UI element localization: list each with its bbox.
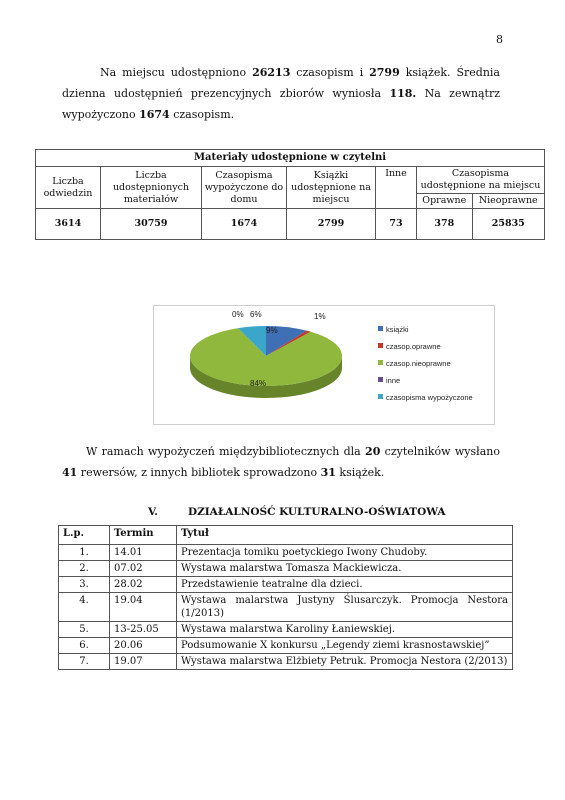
value-visitors: 3614: [36, 209, 101, 240]
header-bound: Oprawne: [417, 194, 473, 209]
reading-room-stats-table: [35, 149, 545, 240]
section-number: V.: [148, 506, 158, 518]
event-title-cell: Wystawa malarstwa Justyny Ślusarczyk. Promocja Nestora (1/2013): [177, 593, 513, 622]
legend-label-1: czasop.oprawne: [386, 342, 441, 351]
event-title-cell: Wystawa malarstwa Elżbiety Petruk. Promocja Nestora (2/2013): [177, 654, 513, 670]
table-row: [59, 654, 513, 670]
intro-text-5: czasopism.: [169, 108, 235, 121]
value-materials: 30759: [101, 209, 202, 240]
events-table: [58, 525, 513, 670]
event-lp-cell: 6.: [59, 638, 110, 654]
header-other: Inne: [376, 167, 417, 209]
header-periodicals: Czasopisma udostępnione na miejscu: [417, 167, 545, 194]
header-unbound: Nieoprawne: [472, 194, 544, 209]
value-unbound: 25835: [472, 209, 544, 240]
value-books: 2799: [287, 209, 376, 240]
pie-label-2: 84%: [250, 379, 267, 388]
event-title-cell: Wystawa malarstwa Tomasza Mackiewicza.: [177, 561, 513, 577]
legend-swatch-4: [378, 394, 383, 399]
section-heading: [148, 506, 446, 518]
interlibrary-text-4: książek.: [335, 466, 385, 479]
event-term-cell: 14.01: [110, 545, 177, 561]
event-lp-cell: 1.: [59, 545, 110, 561]
legend-swatch-0: [378, 326, 383, 331]
event-term-cell: 13-25.05: [110, 622, 177, 638]
intro-text-1: Na miejscu udostępniono: [100, 66, 253, 79]
table-row: [59, 593, 513, 622]
event-lp-cell: 3.: [59, 577, 110, 593]
interlibrary-requests: 41: [62, 466, 78, 479]
pie-label-4: 6%: [250, 310, 262, 319]
header-books: Książki udostępnione na miejscu: [287, 167, 376, 209]
interlibrary-text-2: czytelników wysłano: [380, 445, 500, 458]
intro-text-4: Na zewnątrz wypożyczono: [62, 87, 500, 121]
page-number: 8: [496, 33, 503, 46]
event-term-cell: 28.02: [110, 577, 177, 593]
intro-periodicals-count: 26213: [252, 66, 291, 79]
interlibrary-books: 31: [320, 466, 336, 479]
legend-label-2: czasop.nieoprawne: [386, 359, 451, 368]
table-row: [59, 561, 513, 577]
legend-label-3: inne: [386, 376, 401, 385]
legend-swatch-3: [378, 377, 383, 382]
interlibrary-readers: 20: [365, 445, 381, 458]
header-term: Termin: [110, 526, 177, 545]
value-other: 73: [376, 209, 417, 240]
pie-label-3: 0%: [232, 310, 244, 319]
event-title-cell: Przedstawienie teatralne dla dzieci.: [177, 577, 513, 593]
legend-swatch-1: [378, 343, 383, 348]
intro-daily-average: 118.: [389, 87, 417, 100]
legend-label-0: książki: [386, 325, 409, 334]
event-term-cell: 07.02: [110, 561, 177, 577]
table-row: [59, 545, 513, 561]
legend-swatch-2: [378, 360, 383, 365]
event-lp-cell: 5.: [59, 622, 110, 638]
event-term-cell: 19.07: [110, 654, 177, 670]
event-lp-cell: 7.: [59, 654, 110, 670]
intro-lent-count: 1674: [139, 108, 170, 121]
pie-chart-svg: [154, 306, 494, 424]
section-title: DZIAŁALNOŚĆ KULTURALNO-OŚWIATOWA: [188, 506, 446, 518]
legend-label-4: czasopisma wypożyczone: [386, 393, 473, 402]
intro-text-3: książek. Średnia dzienna udostępnień prezencyjnych zbiorów wyniosła: [62, 66, 500, 100]
table-row: [59, 638, 513, 654]
event-lp-cell: 2.: [59, 561, 110, 577]
header-materials: Liczba udostępnionych materiałów: [101, 167, 202, 209]
header-title: Tytuł: [177, 526, 513, 545]
intro-paragraph: [62, 62, 500, 125]
event-title-cell: Podsumowanie X konkursu „Legendy ziemi krasnostawskiej”: [177, 638, 513, 654]
intro-text-2: czasopism i: [290, 66, 370, 79]
event-lp-cell: 4.: [59, 593, 110, 622]
stats-table-title: Materiały udostępnione w czytelni: [36, 150, 545, 167]
table-row: [59, 577, 513, 593]
header-visitors: Liczba odwiedzin: [36, 167, 101, 209]
interlibrary-text-1: W ramach wypożyczeń międzybibliotecznych dla: [86, 445, 366, 458]
interlibrary-paragraph: [62, 441, 500, 483]
event-term-cell: 19.04: [110, 593, 177, 622]
value-lent: 1674: [202, 209, 287, 240]
event-title-cell: Prezentacja tomiku poetyckiego Iwony Chudoby.: [177, 545, 513, 561]
event-title-cell: Wystawa malarstwa Karoliny Łaniewskiej.: [177, 622, 513, 638]
table-row: [59, 622, 513, 638]
pie-label-0: 9%: [266, 326, 278, 335]
pie-label-1: 1%: [314, 312, 326, 321]
header-lp: L.p.: [59, 526, 110, 545]
intro-books-count: 2799: [369, 66, 400, 79]
value-bound: 378: [417, 209, 473, 240]
pie-chart: [153, 305, 495, 425]
header-lent: Czasopisma wypożyczone do domu: [202, 167, 287, 209]
interlibrary-text-3: rewersów, z innych bibliotek sprowadzono: [77, 466, 321, 479]
event-term-cell: 20.06: [110, 638, 177, 654]
